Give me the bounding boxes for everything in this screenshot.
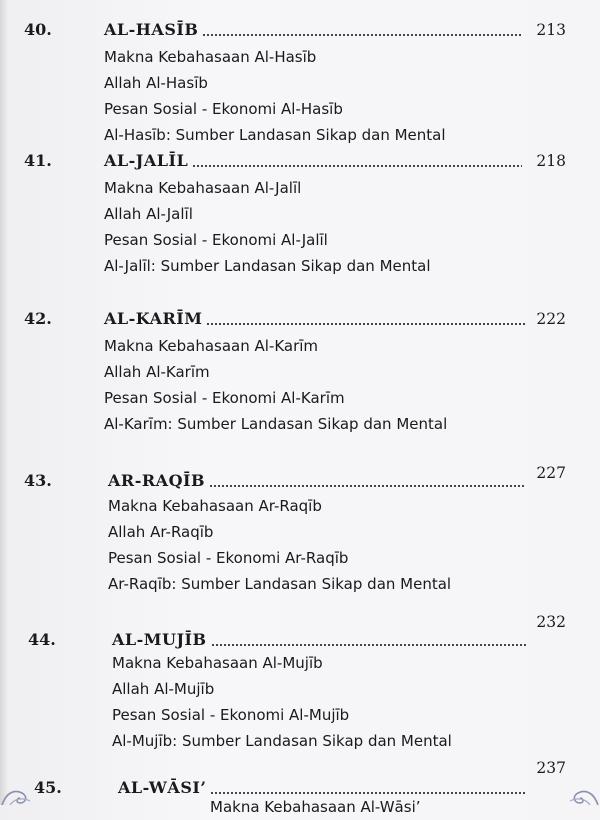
entry-page-number: 232 xyxy=(536,613,566,631)
subsection-item: Allah Al-Jalīl xyxy=(104,205,193,223)
entry-title: AL-WĀSI’ xyxy=(118,778,207,797)
subsection-item: Allah Al-Hasīb xyxy=(104,74,208,92)
dot-leader xyxy=(211,633,526,647)
subsection-item: Makna Kebahasaan Ar-Raqīb xyxy=(108,497,322,515)
entry-heading[interactable] xyxy=(104,309,526,329)
entry-heading[interactable] xyxy=(104,20,522,40)
subsection-list xyxy=(108,493,451,597)
subsection-item: Makna Kebahasaan Al-Wāsi’ xyxy=(210,798,421,816)
subsection-list xyxy=(104,333,447,437)
subsection-item: Al-Hasīb: Sumber Landasan Sikap dan Mental xyxy=(104,126,446,144)
subsection-item: Pesan Sosial - Ekonomi Ar-Raqīb xyxy=(108,549,349,567)
entry-number: 43. xyxy=(24,471,52,490)
subsection-item: Allah Al-Karīm xyxy=(104,363,210,381)
subsection-list xyxy=(210,794,421,820)
dot-leader xyxy=(209,474,526,488)
entry-number: 41. xyxy=(24,151,52,170)
subsection-item: Al-Jalīl: Sumber Landasan Sikap dan Mental xyxy=(104,257,431,275)
subsection-item: Pesan Sosial - Ekonomi Al-Hasīb xyxy=(104,100,343,118)
entry-page-number: 227 xyxy=(536,464,566,482)
entry-title: AL-HASĪB xyxy=(104,20,199,39)
entry-page-number: 237 xyxy=(536,759,566,777)
entry-number: 42. xyxy=(24,309,52,328)
subsection-item: Makna Kebahasaan Al-Jalīl xyxy=(104,179,302,197)
subsection-item: Al-Karīm: Sumber Landasan Sikap dan Mental xyxy=(104,415,448,433)
subsection-list xyxy=(104,44,446,148)
entry-title: AL-MUJĪB xyxy=(112,630,207,649)
dot-leader xyxy=(210,781,526,795)
subsection-item: Pesan Sosial - Ekonomi Al-Mujīb xyxy=(112,706,350,724)
subsection-list xyxy=(104,175,431,279)
entry-title: AR-RAQĪB xyxy=(108,471,206,490)
entry-page-number: 218 xyxy=(536,152,566,170)
subsection-item: Makna Kebahasaan Al-Hasīb xyxy=(104,48,317,66)
dot-leader xyxy=(202,23,522,37)
dot-leader xyxy=(206,312,526,326)
dot-leader xyxy=(192,154,522,168)
entry-title: AL-JALĪL xyxy=(104,151,189,170)
entry-title: AL-KARĪM xyxy=(104,309,203,328)
subsection-item: Allah Ar-Raqīb xyxy=(108,523,214,541)
entry-page-number: 222 xyxy=(536,310,566,328)
entry-number: 45. xyxy=(34,778,62,797)
entry-heading[interactable] xyxy=(104,151,522,171)
page-shadow xyxy=(0,0,8,805)
subsection-list xyxy=(112,650,452,754)
subsection-item: Ar-Raqīb: Sumber Landasan Sikap dan Mental xyxy=(108,575,452,593)
entry-heading[interactable] xyxy=(112,630,526,650)
subsection-item: Makna Kebahasaan Al-Karīm xyxy=(104,337,319,355)
subsection-item: Makna Kebahasaan Al-Mujīb xyxy=(112,654,323,672)
entry-number: 40. xyxy=(24,20,52,39)
subsection-item: Allah Al-Mujīb xyxy=(112,680,215,698)
entry-heading[interactable] xyxy=(108,471,526,491)
floral-ornament-left-icon xyxy=(0,771,46,805)
entry-page-number: 213 xyxy=(536,21,566,39)
subsection-item: Pesan Sosial - Ekonomi Al-Jalīl xyxy=(104,231,328,249)
subsection-item: Al-Mujīb: Sumber Landasan Sikap dan Mental xyxy=(112,732,452,750)
subsection-item: Pesan Sosial - Ekonomi Al-Karīm xyxy=(104,389,345,407)
entry-number: 44. xyxy=(28,630,56,649)
floral-ornament-right-icon xyxy=(554,771,600,805)
